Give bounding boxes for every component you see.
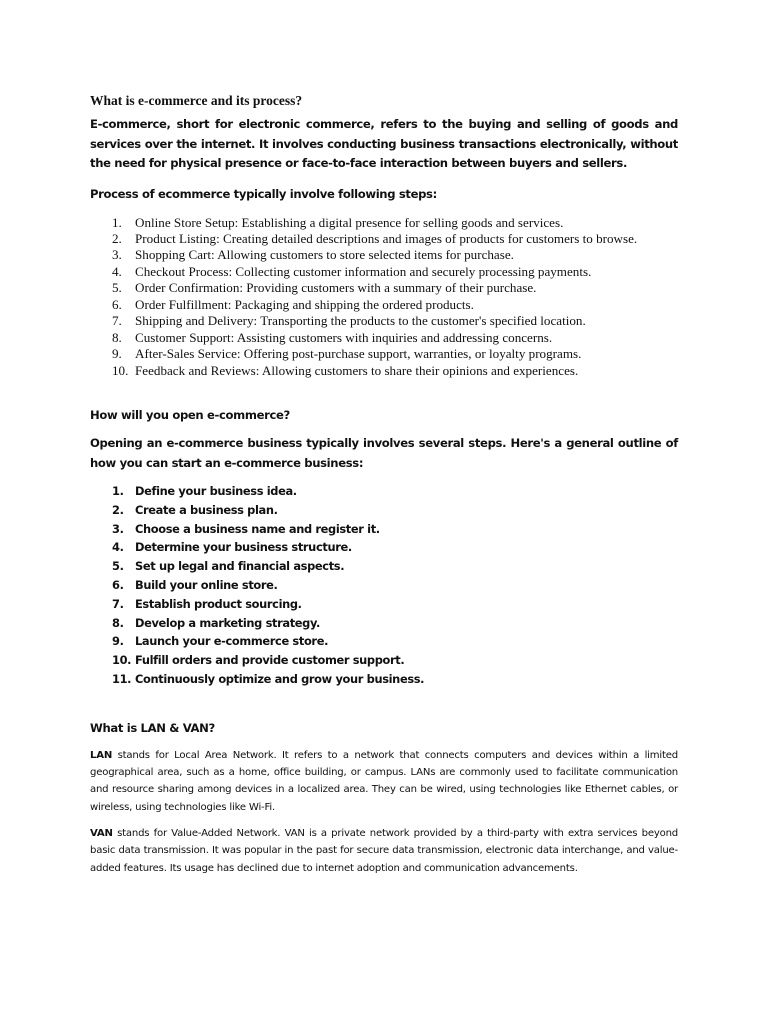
list-item [90,501,678,520]
list-item [90,247,678,263]
list-item [90,231,678,247]
list-item-number: 5. [112,280,122,296]
list-item-number: 8. [112,329,122,345]
list-item [90,557,678,576]
list-item [90,576,678,595]
list-item-text: Checkout Process: Collecting customer information and securely processing payments. [135,263,592,279]
list-item-text: Determine your business structure. [135,540,352,555]
list-item [90,313,678,329]
list-item-text: Create a business plan. [135,502,278,517]
list-item-text: Fulfill orders and provide customer support. [135,653,405,668]
list-item-text: Online Store Setup: Establishing a digital presence for selling goods and services. [135,214,564,230]
section1-steps-intro: Process of ecommerce typically involve following steps: [90,186,437,201]
section2-heading: How will you open e-commerce? [90,408,290,423]
list-item [90,595,678,614]
list-item-text: Shipping and Delivery: Transporting the products to the customer's specified location. [135,313,586,329]
list-item [90,614,678,633]
list-item-number: 5. [112,559,124,574]
list-item-text: Define your business idea. [135,484,297,499]
list-item-text: After-Sales Service: Offering post-purchase support, warranties, or loyalty programs. [135,346,582,362]
list-item-text: Feedback and Reviews: Allowing customers to share their opinions and experiences. [135,362,579,378]
list-item-number: 11. [112,672,132,686]
list-item-number: 8. [112,615,124,630]
list-item-number: 6. [112,296,122,312]
list-item-text: Choose a business name and register it. [135,521,380,536]
list-item-text: Develop a marketing strategy. [135,615,320,630]
list-item-number: 7. [112,596,124,611]
list-item-text: Establish product sourcing. [135,596,302,611]
document-page [90,92,678,877]
list-item-text: Continuously optimize and grow your business. [135,672,425,686]
lan-text: stands for Local Area Network. It refers to a network that connects computers and devices within a limited geographical area, such as a home, office building, or campus. LANs are commonly used to facilitate communication and resource sharing among devices in a localized area. They can be wired, using technologies like Ethernet cables, or wireless, using technologies like Wi-Fi. [90,749,678,813]
van-text: stands for Value-Added Network. VAN is a private network provided by a third-party with extra services beyond basic data transmission. It was popular in the past for secure data transmission, electronic data interchange, and value-added features. Its usage has declined due to internet adoption and communication advancements. [90,827,678,874]
list-item [90,280,678,296]
list-item-number: 2. [112,502,124,517]
section1-heading: What is e-commerce and its process? [90,93,303,108]
list-item [90,520,678,539]
list-item [90,538,678,557]
list-item [90,346,678,362]
lan-term: LAN [90,749,113,761]
ecommerce-process-list [90,215,678,380]
list-item-number: 3. [112,247,122,263]
list-item-number: 9. [112,346,122,362]
list-item-number: 1. [112,214,122,230]
list-item-number: 3. [112,521,124,536]
list-item [90,482,678,501]
list-item [90,330,678,346]
list-item-number: 4. [112,540,124,555]
list-item-text: Order Confirmation: Providing customers with a summary of their purchase. [135,280,537,296]
list-item-text: Set up legal and financial aspects. [135,559,345,574]
list-item-text: Order Fulfillment: Packaging and shipping the ordered products. [135,296,474,312]
list-item [90,264,678,280]
list-item-number: 7. [112,313,122,329]
list-item-number: 4. [112,263,122,279]
section2-intro: Opening an e-commerce business typically involves several steps. Here's a general outline of how you can start an e-commerce business: [90,436,678,470]
section1-intro: E-commerce, short for electronic commerce, refers to the buying and selling of goods and services over the internet. It involves conducting business transactions electronically, without the need for physical presence or face-to-face interaction between buyers and sellers. [90,117,678,170]
open-ecommerce-list [90,482,678,689]
list-item [90,632,678,651]
list-item-text: Customer Support: Assisting customers with inquiries and addressing concerns. [135,329,553,345]
list-item-text: Product Listing: Creating detailed descriptions and images of products for customers to browse. [135,230,638,246]
van-paragraph [90,825,678,877]
list-item-number: 6. [112,578,124,593]
list-item [90,670,678,689]
section3-heading: What is LAN & VAN? [90,720,215,735]
list-item-number: 9. [112,634,124,649]
list-item [90,215,678,231]
list-item-text: Launch your e-commerce store. [135,634,329,649]
list-item-number: 1. [112,484,124,499]
list-item-text: Shopping Cart: Allowing customers to store selected items for purchase. [135,247,514,263]
list-item-number: 2. [112,230,122,246]
list-item [90,651,678,670]
list-item-number: 10. [112,362,129,378]
list-item-text: Build your online store. [135,578,278,593]
list-item [90,297,678,313]
list-item-number: 10. [112,653,132,668]
list-item [90,363,678,379]
van-term: VAN [90,827,113,839]
lan-paragraph [90,747,678,816]
